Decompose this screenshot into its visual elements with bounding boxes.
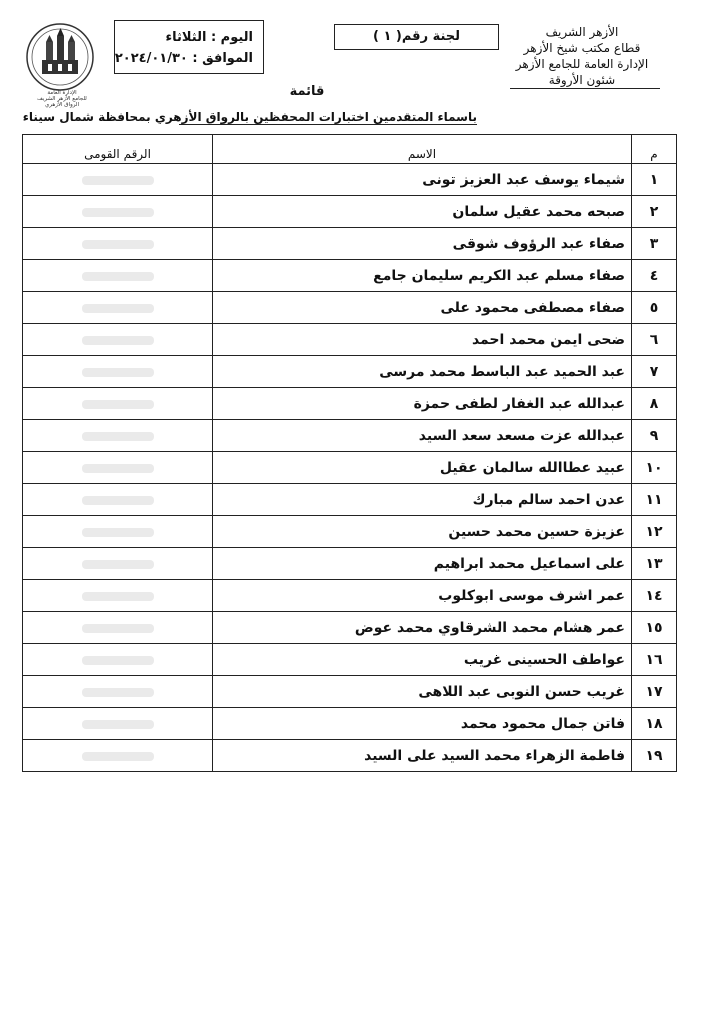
applicant-name: غريب حسن النوبى عبد اللاهى [213,676,632,708]
table-row [23,196,677,228]
national-id-cell [23,228,213,260]
redacted-national-id [82,400,154,409]
national-id-cell [23,356,213,388]
table-row [23,388,677,420]
table-header-row [23,135,677,164]
table-row [23,580,677,612]
date-box [114,20,264,74]
table-row [23,548,677,580]
row-number: ١٧ [632,676,677,708]
national-id-cell [23,644,213,676]
redacted-national-id [82,336,154,345]
row-number: ٣ [632,228,677,260]
row-number: ١٢ [632,516,677,548]
date-label: الموافق : ٢٠٢٤/٠١/٣٠ [114,51,253,66]
applicant-name: عمر هشام محمد الشرقاوي محمد عوض [213,612,632,644]
table-row [23,612,677,644]
applicant-name: على اسماعيل محمد ابراهيم [213,548,632,580]
national-id-cell [23,612,213,644]
table-row [23,676,677,708]
applicant-name: عدن احمد سالم مبارك [213,484,632,516]
org-line: شئون الأروقة [548,73,616,87]
table-row [23,228,677,260]
table-row [23,260,677,292]
committee-number-box: لجنة رقم( ١ ) [334,24,499,50]
redacted-national-id [82,624,154,633]
table-row [23,292,677,324]
table-row [23,452,677,484]
national-id-cell [23,388,213,420]
row-number: ١٠ [632,452,677,484]
table-row [23,708,677,740]
national-id-cell [23,164,213,196]
national-id-cell [23,260,213,292]
redacted-national-id [82,560,154,569]
redacted-national-id [82,272,154,281]
national-id-cell [23,324,213,356]
row-number: ٥ [632,292,677,324]
day-label: اليوم : الثلاثاء [165,30,253,45]
row-number: ٦ [632,324,677,356]
applicant-name: صفاء مسلم عبد الكريم سليمان جامع [213,260,632,292]
redacted-national-id [82,304,154,313]
redacted-national-id [82,240,154,249]
applicant-name: صفاء عبد الرؤوف شوقى [213,228,632,260]
applicant-name: عبدالله عزت مسعد سعد السيد [213,420,632,452]
applicant-name: صبحه محمد عقيل سلمان [213,196,632,228]
applicant-name: عمر اشرف موسى ابوكلوب [213,580,632,612]
redacted-national-id [82,208,154,217]
table-row [23,324,677,356]
redacted-national-id [82,368,154,377]
row-number: ١٣ [632,548,677,580]
redacted-national-id [82,656,154,665]
redacted-national-id [82,688,154,697]
table-row [23,516,677,548]
org-line: الإدارة العامة للجامع الأزهر [515,57,649,71]
row-number: ٩ [632,420,677,452]
applicant-name: فاتن جمال محمود محمد [213,708,632,740]
redacted-national-id [82,496,154,505]
row-number: ٢ [632,196,677,228]
org-line: الأزهر الشريف [545,25,619,39]
national-id-cell [23,740,213,772]
applicant-name: صفاء مصطفى محمود على [213,292,632,324]
applicant-name: شيماء يوسف عبد العزيز تونى [213,164,632,196]
national-id-cell [23,580,213,612]
redacted-national-id [82,752,154,761]
row-number: ١٥ [632,612,677,644]
al-azhar-emblem-icon [24,22,96,92]
redacted-national-id [82,592,154,601]
table-row [23,740,677,772]
row-number: ٤ [632,260,677,292]
row-number: ٧ [632,356,677,388]
list-title: قائمة [289,84,325,99]
table-row [23,644,677,676]
national-id-cell [23,548,213,580]
national-id-cell [23,516,213,548]
applicant-name: عزيزة حسين محمد حسين [213,516,632,548]
title-underline [179,124,477,125]
table-row [23,420,677,452]
column-header-number: م [632,135,677,164]
national-id-cell [23,196,213,228]
redacted-national-id [82,432,154,441]
row-number: ١٤ [632,580,677,612]
applicant-name: عبدالله عبد الغفار لطفى حمزة [213,388,632,420]
organization-header [502,24,662,88]
applicant-name: عبد الحميد عبد الباسط محمد مرسى [213,356,632,388]
row-number: ١٦ [632,644,677,676]
national-id-cell [23,676,213,708]
applicant-name: عواطف الحسينى غريب [213,644,632,676]
emblem-caption: الإدارة العامة للجامع الأزهر الشريف الرواق الأزهري [37,90,87,108]
national-id-cell [23,452,213,484]
national-id-cell [23,708,213,740]
row-number: ١٨ [632,708,677,740]
table-row [23,356,677,388]
table-row [23,484,677,516]
column-header-national-id: الرقم القومى [23,135,213,164]
applicant-name: عبيد عطاالله سالمان عقيل [213,452,632,484]
redacted-national-id [82,176,154,185]
org-line: قطاع مكتب شيخ الأزهر [523,41,641,55]
applicants-table [22,134,677,772]
row-number: ١١ [632,484,677,516]
national-id-cell [23,420,213,452]
column-header-name: الاسم [213,135,632,164]
redacted-national-id [82,464,154,473]
national-id-cell [23,292,213,324]
table-row [23,164,677,196]
national-id-cell [23,484,213,516]
applicant-name: ضحى ايمن محمد احمد [213,324,632,356]
applicant-name: فاطمة الزهراء محمد السيد على السيد [213,740,632,772]
row-number: ١٩ [632,740,677,772]
row-number: ١ [632,164,677,196]
redacted-national-id [82,528,154,537]
redacted-national-id [82,720,154,729]
row-number: ٨ [632,388,677,420]
list-subtitle: باسماء المتقدمين اختبارات المحفظين بالرواق الأزهري بمحافظة شمال سيناء [22,110,477,124]
